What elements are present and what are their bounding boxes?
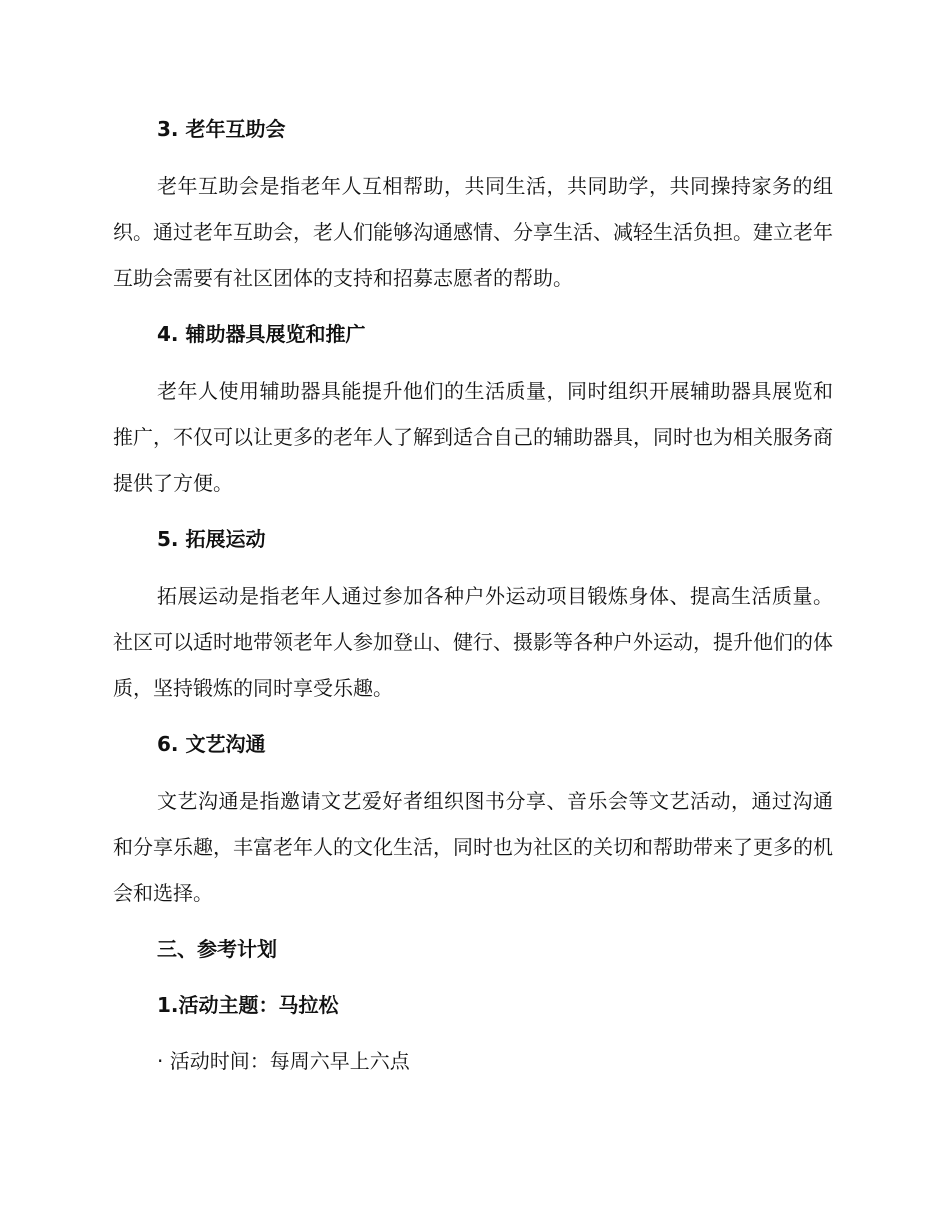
activity-theme-heading: 1.活动主题：马拉松 <box>157 993 339 1017</box>
section-heading-4: 4. 辅助器具展览和推广 <box>157 322 366 346</box>
section-paragraph-6: 文艺沟通是指邀请文艺爱好者组织图书分享、音乐会等文艺活动，通过沟通和分享乐趣，丰富老年人的文化生活，同时也为社区的关切和帮助带来了更多的机会和选择。 <box>113 789 833 905</box>
part-three-heading: 三、参考计划 <box>157 937 277 961</box>
section-paragraph-5: 拓展运动是指老年人通过参加各种户外运动项目锻炼身体、提高生活质量。社区可以适时地带领老年人参加登山、健行、摄影等各种户外运动，提升他们的体质，坚持锻炼的同时享受乐趣。 <box>113 584 833 700</box>
activity-time-bullet: · 活动时间：每周六早上六点 <box>157 1049 410 1073</box>
section-paragraph-4: 老年人使用辅助器具能提升他们的生活质量，同时组织开展辅助器具展览和推广，不仅可以让更多的老年人了解到适合自己的辅助器具，同时也为相关服务商提供了方便。 <box>113 379 833 495</box>
section-paragraph-3: 老年互助会是指老年人互相帮助，共同生活，共同助学，共同操持家务的组织。通过老年互助会，老人们能够沟通感情、分享生活、减轻生活负担。建立老年互助会需要有社区团体的支持和招募志愿者的帮助。 <box>113 174 833 290</box>
section-heading-6: 6. 文艺沟通 <box>157 732 266 756</box>
section-heading-3: 3. 老年互助会 <box>157 117 286 141</box>
section-heading-5: 5. 拓展运动 <box>157 527 266 551</box>
